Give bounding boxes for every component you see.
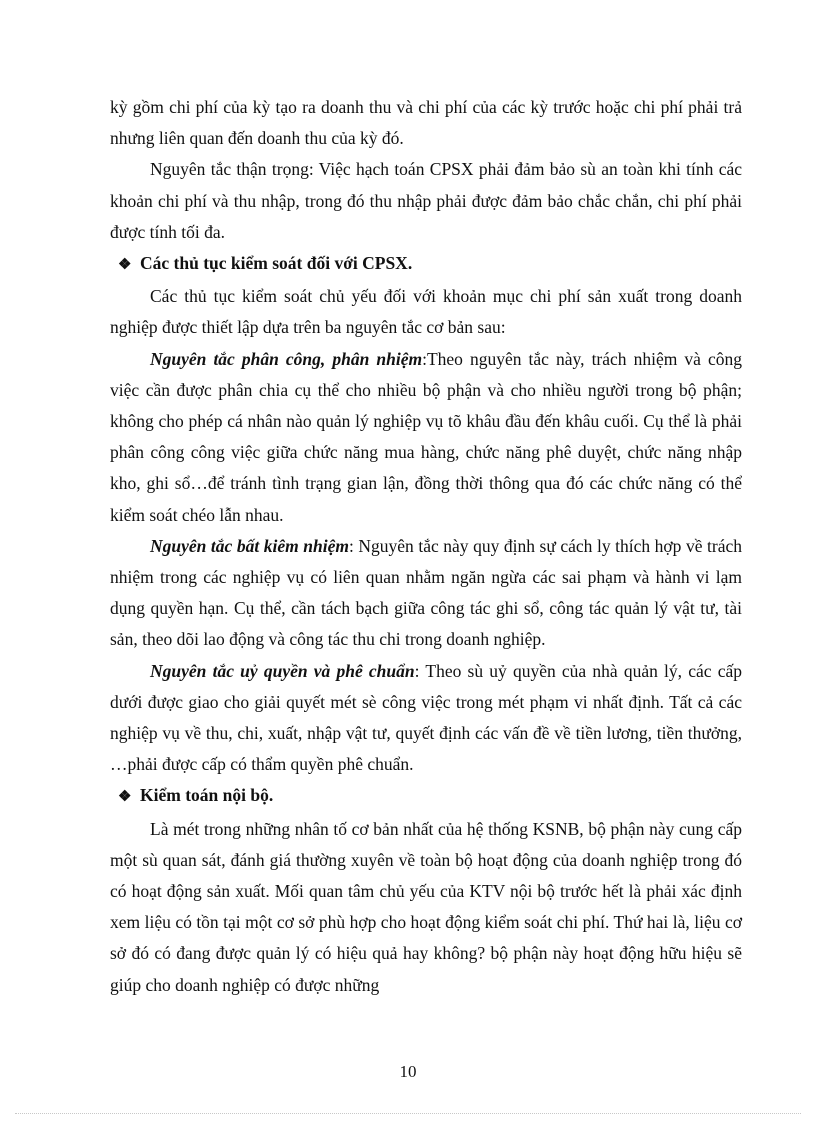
principle-title: Nguyên tắc uỷ quyền và phê chuẩn: [150, 660, 415, 681]
paragraph-prudence-principle: Nguyên tắc thận trọng: Việc hạch toán CPSX phải đảm bảo sù an toàn khi tính các khoản chi phí và thu nhập, trong đó thu nhập phải được đảm bảo chắc chắn, chi phí phải được tính tối đa.: [110, 159, 742, 242]
section-heading-text: Các thủ tục kiểm soát đối với CPSX.: [140, 253, 413, 274]
page-bottom-divider: [15, 1113, 801, 1114]
paragraph-principle-segregation: [110, 344, 742, 531]
section-heading-control-procedures: [110, 248, 742, 281]
section-heading-internal-audit: [110, 780, 742, 813]
diamond-bullet-icon: ❖: [118, 257, 132, 274]
principle-text: :Theo nguyên tắc này, trách nhiệm và công việc cần được phân chia cụ thể cho nhiều bộ phận và cho nhiều người trong bộ phận; không cho phép cá nhân nào quản lý nghiệp vụ tõ khâu đầu đến khâu cuối. Cụ thể là phải phân công công việc giữa chức năng mua hàng, chức năng phê duyệt, chức năng nhập kho, ghi sổ…để tránh tình trạng gian lận, đồng thời thông qua đó các chức năng có thể kiểm soát chéo lẫn nhau.: [110, 348, 743, 525]
section-heading-text: Kiểm toán nội bộ.: [140, 785, 274, 806]
paragraph-principle-incompatibility: [110, 531, 742, 656]
diamond-bullet-icon: ❖: [118, 789, 132, 806]
paragraph-internal-audit: Là mét trong những nhân tố cơ bản nhất của hệ thống KSNB, bộ phận này cung cấp một sù quan sát, đánh giá thường xuyên về toàn bộ hoạt động của doanh nghiệp trong đó có hoạt động sản xuất. Mối quan tâm chủ yếu của KTV nội bộ trước hết là phải xác định xem liệu có tồn tại một cơ sở phù hợp cho hoạt động kiểm soát chi phí. Thứ hai là, liệu cơ sở đó có đang được quản lý có hiệu quả hay không? bộ phận này hoạt động hữu hiệu sẽ giúp cho doanh nghiệp có được những: [110, 818, 742, 995]
principle-text: : Nguyên tắc này quy định sự cách ly thích hợp về trách nhiệm trong các nghiệp vụ có liên quan nhằm ngăn ngừa các sai phạm và hành vi lạm dụng quyền hạn. Cụ thể, cần tách bạch giữa công tác ghi sổ, công tác quản lý vật tư, tài sản, theo dõi lao động và công tác thu chi trong doanh nghiệp.: [110, 535, 742, 650]
principle-title: Nguyên tắc phân công, phân nhiệm: [150, 348, 423, 369]
principle-title: Nguyên tắc bất kiêm nhiệm: [150, 535, 349, 556]
paragraph-continuation: kỳ gồm chi phí của kỳ tạo ra doanh thu và chi phí của các kỳ trước hoặc chi phí phải trả nhưng liên quan đến doanh thu của kỳ đó.: [110, 97, 742, 149]
paragraph-principle-authorization: [110, 656, 742, 781]
paragraph-control-intro: Các thủ tục kiểm soát chủ yếu đối với khoản mục chi phí sản xuất trong doanh nghiệp được thiết lập dựa trên ba nguyên tắc cơ bản sau:: [110, 286, 742, 338]
body-text: [110, 92, 742, 1001]
principle-text: : Theo sù uỷ quyền của nhà quản lý, các cấp dưới được giao cho giải quyết mét sè công việc trong mét phạm vi nhất định. Tất cả các nghiệp vụ về thu, chi, xuất, nhập vật tư, quyết định các vấn đề về tiền lương, tiền thưởng, …phải được cấp có thẩm quyền phê chuẩn.: [110, 660, 742, 775]
page-number: 10: [399, 1062, 417, 1081]
